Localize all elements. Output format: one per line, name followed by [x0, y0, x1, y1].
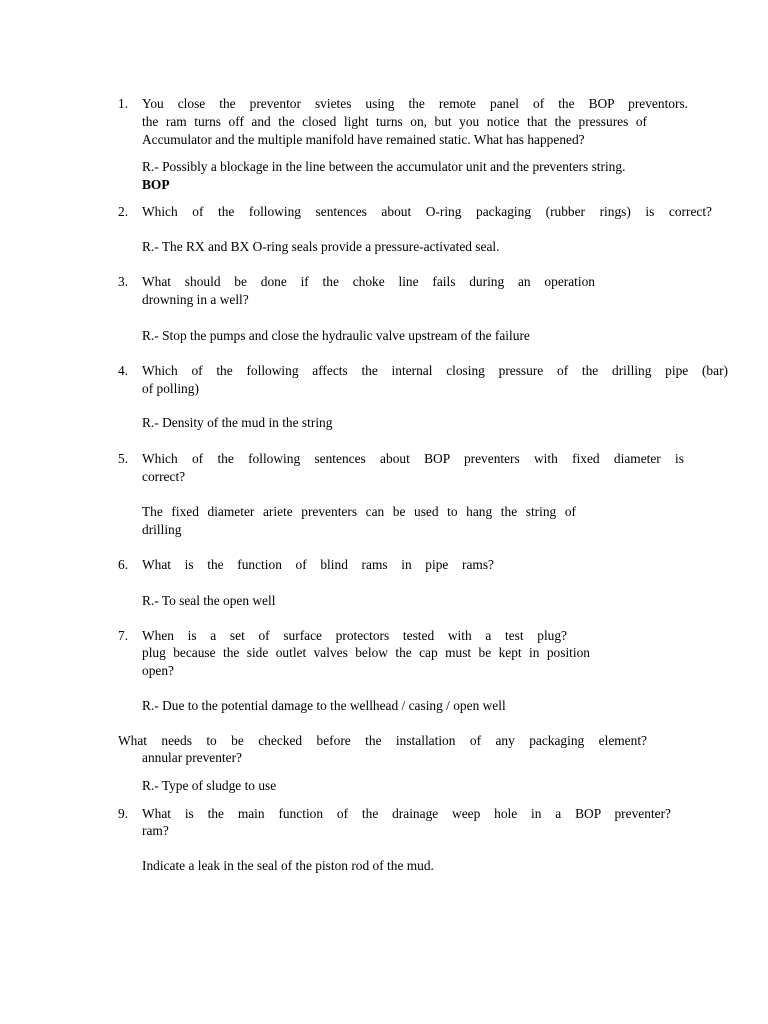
question-line: plug because the side outlet valves below the cap must be kept in position [142, 645, 590, 660]
question-line: What is the main function of the drainage weep hole in a BOP preventer? [142, 806, 671, 821]
question-line: What is the function of blind rams in pipe rams? [142, 557, 494, 572]
question-line: ram? [142, 823, 169, 838]
item-number: 2. [118, 204, 129, 219]
item-number: 9. [118, 806, 129, 821]
question-line: What needs to be checked before the installation of any packaging element? [118, 733, 647, 748]
item-number: 1. [118, 96, 129, 111]
answer-line: drilling [142, 522, 182, 537]
answer-line: The fixed diameter ariete preventers can be used to hang the string of [142, 504, 576, 519]
answer-line: R.- Possibly a blockage in the line between the accumulator unit and the preventers string. [142, 159, 626, 174]
item-number: 5. [118, 451, 129, 466]
question-line: open? [142, 663, 174, 678]
answer-line: R.- Stop the pumps and close the hydraulic valve upstream of the failure [142, 328, 530, 343]
answer-line: R.- Type of sludge to use [142, 778, 277, 793]
answer-line: R.- Due to the potential damage to the wellhead / casing / open well [142, 698, 506, 713]
question-line: the ram turns off and the closed light turns on, but you notice that the pressures of [142, 114, 647, 129]
question-line: correct? [142, 469, 186, 484]
question-line: When is a set of surface protectors tested with a test plug? [142, 628, 567, 643]
question-line: drowning in a well? [142, 292, 249, 307]
item-number: 3. [118, 274, 129, 289]
answer-line: R.- Density of the mud in the string [142, 415, 333, 430]
question-line: Which of the following sentences about BOP preventers with fixed diameter is [142, 451, 684, 466]
answer-line: Indicate a leak in the seal of the piston rod of the mud. [142, 858, 434, 873]
answer-line: R.- The RX and BX O-ring seals provide a pressure-activated seal. [142, 239, 500, 254]
answer-line: BOP [142, 177, 170, 192]
answer-line: R.- To seal the open well [142, 593, 276, 608]
question-line: of polling) [142, 381, 199, 396]
item-number: 6. [118, 557, 129, 572]
question-line: Which of the following affects the internal closing pressure of the drilling pipe (bar) [142, 363, 728, 378]
question-line: What should be done if the choke line fails during an operation [142, 274, 595, 289]
question-line: annular preventer? [142, 750, 242, 765]
item-number: 7. [118, 628, 129, 643]
question-line: Which of the following sentences about O-ring packaging (rubber rings) is correct? [142, 204, 712, 219]
item-number: 4. [118, 363, 129, 378]
question-line: Accumulator and the multiple manifold have remained static. What has happened? [142, 132, 585, 147]
question-line: You close the preventor svietes using the remote panel of the BOP preventors. [142, 96, 688, 111]
